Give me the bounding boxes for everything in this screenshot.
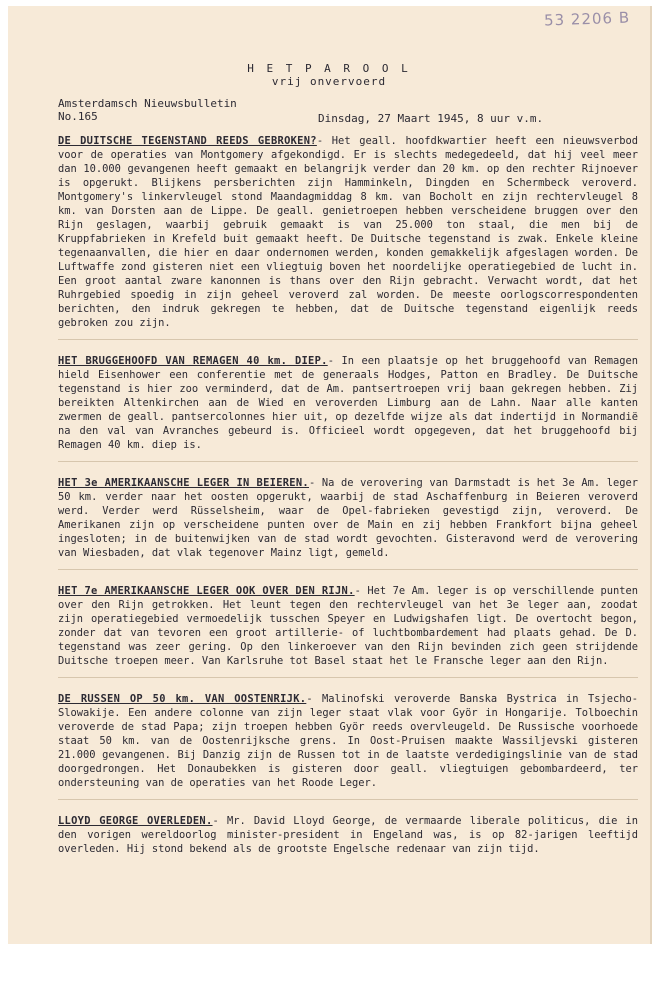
article-heading: LLOYD GEORGE OVERLEDEN. bbox=[58, 815, 213, 827]
article-heading: HET BRUGGEHOOFD VAN REMAGEN 40 km. DIEP. bbox=[58, 355, 328, 367]
article bbox=[58, 476, 638, 570]
article-text: - In een plaatsje op het bruggehoofd van Remagen hield Eisenhower een conferentie met de generaals Hodges, Patton en Bradley. De Duitsche tegenstand is hier zoo verminderd, dat de Am. pantsertroepen vrij baan gekregen hebben. Zij bereikten Altenkirchen aan de Wied en veroverden Limburg aan de Lahn. Naar alle kanten zwermen de geall. pantsercolonnes hier uit, op dezelfde wijze als dat indertijd in Normandië na den val van Avranches gebeurd is. Officieel wordt opgegeven, dat het bruggehoofd bij Remagen 40 km. diep is. bbox=[58, 355, 638, 451]
article-text: - Het geall. hoofdkwartier heeft een nieuwsverbod voor de operaties van Montgomery afgekondigd. Er is slechts medegedeeld, dat hij veel meer dan 10.000 gevangenen heeft gemaakt en belangrijk verder dan 20 km. op den rechter Rijnoever is opgerukt. Blijkens persberichten zijn Hamminkeln, Dingden en Schermbeck veroverd. Montgomery's linkervleugel stond Maandagmiddag 8 km. van Bocholt en zijn rechtervleugel 8 km. van Dorsten aan de Lippe. De geall. genietroepen hebben verscheidene bruggen over den Rijn geslagen, waarbij gebruik gemaakt is van 25.000 ton staal, die men bij de Kruppfabrieken in Krefeld buit gemaakt heeft. De Duitsche tegenstand is zwak. Enkele kleine tegenaanvallen, die hier en daar ondernomen werden, konden gemakkelijk afgeslagen worden. De Luftwaffe zond gisteren niet een vliegtuig boven het noordelijke operatiegebied de lucht in. Een groot aantal zware kanonnen is thans over den Rijn gebracht. Verwacht wordt, dat het Ruhrgebied spoedig in zijn geheel veroverd zal worden. De meeste oorlogscorrespondenten berichten, den indruk gekregen te hebben, dat de Duitsche tegenstand eigenlijk reeds gebroken zou zijn. bbox=[58, 135, 638, 329]
article bbox=[58, 814, 638, 865]
article-heading: DE DUITSCHE TEGENSTAND REEDS GEBROKEN? bbox=[58, 135, 317, 147]
article bbox=[58, 692, 638, 800]
archive-number: 53 2206 B bbox=[543, 8, 631, 30]
article-list bbox=[58, 134, 638, 879]
bulletin-number: No.165 bbox=[58, 110, 98, 123]
article-text: - Mr. David Lloyd George, de vermaarde liberale politicus, die in den vorigen wereldoorlog minister-president in Engeland was, is op 82-jarigen leeftijd overleden. Hij stond bekend als de grootste Engelsche redenaar van zijn tijd. bbox=[58, 815, 638, 855]
article-text: - Het 7e Am. leger is op verschillende punten over den Rijn getrokken. Het leunt tegen den rechtervleugel van het 3e leger aan, zoodat zijn operatiegebied vermoedelijk tusschen Speyer en Ludwigshafen ligt. De overtocht begon, zonder dat van tevoren een groot artillerie- of luchtbombardement had plaats gehad. De D. tegenstand was zeer gering. Op den linkeroever van den Rijn bevinden zich geen strijdende Duitsche troepen meer. Van Karlsruhe tot Basel staat het le Fransche leger aan den Rijn. bbox=[58, 585, 638, 667]
article-heading: DE RUSSEN OP 50 km. VAN OOSTENRIJK. bbox=[58, 693, 307, 705]
article-text: - Na de verovering van Darmstadt is het 3e Am. leger 50 km. verder naar het oosten opgerukt, waarbij de stad Aschaffenburg in Beieren veroverd werd. Verder werd Rüsselsheim, waar de Opel-fabrieken gevestigd zijn, veroverd. De Amerikanen zijn op verscheidene punten over de Main en zij hebben Frankfort bijna geheel ingesloten; in de buitenwijken van de stad wordt gevochten. Gisteravond werd de verovering van Wiesbaden, dat vlak tegenover Mainz ligt, gemeld. bbox=[58, 477, 638, 559]
article bbox=[58, 354, 638, 462]
document-sheet bbox=[8, 6, 652, 944]
bulletin-name: Amsterdamsch Nieuwsbulletin bbox=[58, 97, 237, 110]
bulletin-info bbox=[58, 97, 237, 123]
date-line: Dinsdag, 27 Maart 1945, 8 uur v.m. bbox=[318, 112, 544, 125]
newspaper-subtitle: vrij onvervoerd bbox=[271, 75, 387, 88]
article-heading: HET 7e AMERIKAANSCHE LEGER OOK OVER DEN RIJN. bbox=[58, 585, 355, 597]
masthead bbox=[8, 62, 650, 88]
newspaper-title: H E T P A R O O L bbox=[247, 62, 411, 75]
article-text: - Malinofski veroverde Banska Bystrica in Tsjecho-Slowakije. Een andere colonne van zijn leger staat vlak voor Györ in Hongarije. Tolboechin veroverde de stad Papa; zijn troepen hebben Györ reeds overvleugeld. De Russische voorhoede staat 50 km. van de Oostenrijksche grens. In Oost-Pruisen maakte Wassiljevski gisteren 21.000 gevangenen. Bij Danzig zijn de Russen tot in de laatste verdedigingslinie van de stad doorgedrongen. Het Donaubekken is gisteren door geall. vliegtuigen gebombardeerd, ter ondersteuning van de operaties van het Roode Leger. bbox=[58, 693, 638, 789]
article bbox=[58, 134, 638, 340]
article bbox=[58, 584, 638, 678]
article-heading: HET 3e AMERIKAANSCHE LEGER IN BEIEREN. bbox=[58, 477, 309, 489]
